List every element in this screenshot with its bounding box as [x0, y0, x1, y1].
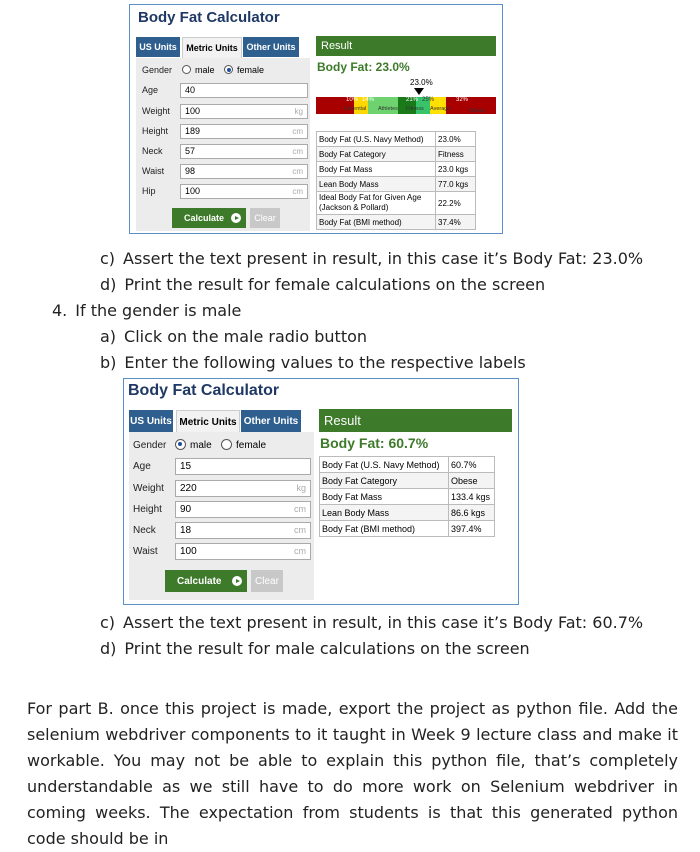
- weight-input[interactable]: [175, 480, 311, 497]
- row-value: 86.6 kgs: [449, 505, 495, 521]
- row-value: Obese: [449, 473, 495, 489]
- clear-button[interactable]: Clear: [250, 208, 280, 228]
- field-label-neck: Neck: [133, 525, 156, 536]
- neck-unit: cm: [292, 147, 303, 156]
- male-radio-label: male: [195, 65, 215, 75]
- hip-unit: cm: [292, 187, 303, 196]
- row-value: 23.0%: [436, 132, 476, 147]
- table-row: [317, 177, 476, 192]
- calculator-title: Body Fat Calculator: [138, 9, 280, 26]
- row-value: 397.4%: [449, 521, 495, 537]
- table-row: [317, 132, 476, 147]
- item-4-heading: 4. If the gender is male: [52, 301, 242, 320]
- table-row: [317, 215, 476, 230]
- result-table: [316, 131, 476, 230]
- field-label-hip: Hip: [142, 186, 156, 196]
- table-row: [320, 521, 495, 537]
- row-value: 133.4 kgs: [449, 489, 495, 505]
- row-label: Body Fat (U.S. Navy Method): [320, 457, 449, 473]
- hip-value: 100: [185, 186, 201, 196]
- result-header: Result: [316, 36, 496, 56]
- calculate-button[interactable]: [172, 208, 246, 228]
- gauge-tick: 21%: [406, 97, 419, 103]
- weight-unit: kg: [294, 107, 303, 116]
- neck-input[interactable]: [175, 522, 311, 539]
- result-body-fat: Body Fat: 60.7%: [320, 435, 429, 451]
- row-label: Body Fat Category: [320, 473, 449, 489]
- gauge-category: Athletes: [378, 106, 398, 112]
- gauge-category: Obese: [469, 108, 486, 114]
- tab-other-units[interactable]: Other Units: [243, 37, 299, 57]
- row-value: 60.7%: [449, 457, 495, 473]
- weight-value: 220: [180, 483, 197, 494]
- tab-us-units[interactable]: US Units: [136, 37, 180, 57]
- table-row: [320, 505, 495, 521]
- play-icon: [231, 213, 241, 223]
- table-row: [320, 457, 495, 473]
- table-row: [317, 162, 476, 177]
- calculator-male: [123, 378, 519, 605]
- gauge-category: Fitness: [406, 106, 424, 112]
- age-input[interactable]: [180, 83, 308, 98]
- calculator-female: [129, 4, 503, 234]
- table-row: [317, 147, 476, 162]
- step-a-male: a) Click on the male radio button: [100, 327, 368, 346]
- row-label: Lean Body Mass: [317, 177, 436, 192]
- gauge-tick: 14%: [362, 97, 375, 103]
- row-value: 22.2%: [436, 192, 476, 215]
- female-radio-label: female: [237, 65, 265, 75]
- row-label: Ideal Body Fat for Given Age (Jackson & Pollard): [317, 192, 436, 215]
- male-radio[interactable]: [182, 65, 191, 74]
- clear-button[interactable]: Clear: [251, 570, 283, 592]
- step-c-male: c) Assert the text present in result, in this case it’s Body Fat: 60.7%: [100, 613, 644, 632]
- height-unit: cm: [294, 504, 306, 514]
- age-value: 40: [185, 85, 196, 95]
- tab-other-units[interactable]: Other Units: [241, 410, 301, 432]
- field-label-waist: Waist: [133, 546, 158, 557]
- waist-unit: cm: [292, 167, 303, 176]
- calculate-label: Calculate: [184, 213, 225, 223]
- row-value: 23.0 kgs: [436, 162, 476, 177]
- result-body-fat: Body Fat: 23.0%: [317, 60, 410, 74]
- weight-input[interactable]: [180, 104, 308, 119]
- field-label-weight: Weight: [142, 106, 170, 116]
- row-label: Body Fat (BMI method): [320, 521, 449, 537]
- step-b-male: b) Enter the following values to the respective labels: [100, 353, 526, 372]
- row-value: Fitness: [436, 147, 476, 162]
- result-header: Result: [319, 409, 512, 432]
- field-label-neck: Neck: [142, 146, 163, 156]
- neck-value: 18: [180, 525, 192, 536]
- female-radio-label: female: [236, 440, 267, 451]
- field-label-weight: Weight: [133, 483, 164, 494]
- row-label: Body Fat Mass: [320, 489, 449, 505]
- gauge-tick: 32%: [456, 97, 469, 103]
- gauge-marker-label: 23.0%: [410, 78, 433, 87]
- male-radio[interactable]: [175, 439, 186, 450]
- calculate-button[interactable]: [165, 570, 247, 592]
- row-value: 77.0 kgs: [436, 177, 476, 192]
- table-row: [320, 489, 495, 505]
- field-label-age: Age: [133, 461, 151, 472]
- tab-us-units[interactable]: US Units: [129, 410, 173, 432]
- gauge-tick: 10%: [346, 97, 359, 103]
- play-icon: [232, 576, 242, 586]
- hip-input[interactable]: [180, 184, 308, 199]
- field-label-height: Height: [142, 126, 169, 136]
- field-label-waist: Waist: [142, 166, 165, 176]
- weight-unit: kg: [296, 483, 306, 493]
- weight-value: 100: [185, 106, 201, 116]
- table-row: [317, 192, 476, 215]
- calculator-title: Body Fat Calculator: [128, 382, 280, 399]
- waist-value: 98: [185, 166, 196, 176]
- step-d-male: d) Print the result for male calculations on the screen: [100, 639, 530, 658]
- tab-metric-units[interactable]: Metric Units: [176, 410, 240, 433]
- neck-unit: cm: [294, 525, 306, 535]
- row-label: Body Fat (BMI method): [317, 215, 436, 230]
- gender-label: Gender: [133, 440, 167, 451]
- calculate-label: Calculate: [177, 575, 222, 587]
- gauge-tick: 25%: [422, 97, 435, 103]
- part-b-paragraph: For part B. once this project is made, export the project as python file. Add the selenium webdriver components to it taught in Week 9 lecture class and make it workable. You may not be able to explain this python file, that’s completely understandable as we still have to do more work on Selenium webdriver in coming weeks. The expectation from students is that this generated python code should be in: [27, 699, 678, 848]
- row-label: Body Fat (U.S. Navy Method): [317, 132, 436, 147]
- table-row: [320, 473, 495, 489]
- age-input[interactable]: [175, 458, 311, 475]
- height-input[interactable]: [175, 501, 311, 518]
- tab-metric-units[interactable]: Metric Units: [182, 37, 242, 58]
- row-label: Lean Body Mass: [320, 505, 449, 521]
- field-label-age: Age: [142, 85, 159, 95]
- age-value: 15: [180, 461, 192, 472]
- female-radio[interactable]: [224, 65, 233, 74]
- step-d-female: d) Print the result for female calculations on the screen: [100, 275, 546, 294]
- body-fat-gauge: [316, 78, 496, 124]
- height-input[interactable]: [180, 124, 308, 139]
- male-radio-label: male: [190, 440, 212, 451]
- step-c-female: c) Assert the text present in result, in this case it’s Body Fat: 23.0%: [100, 249, 644, 268]
- gender-label: Gender: [142, 65, 173, 75]
- input-form: [136, 58, 310, 231]
- height-value: 189: [185, 126, 201, 136]
- input-form: [129, 432, 314, 600]
- waist-value: 100: [180, 546, 197, 557]
- gauge-marker-arrow-icon: [414, 88, 424, 95]
- height-value: 90: [180, 504, 192, 515]
- neck-input[interactable]: [180, 144, 308, 159]
- waist-input[interactable]: [180, 164, 308, 179]
- gauge-category: Essential: [344, 106, 367, 112]
- row-value: 37.4%: [436, 215, 476, 230]
- waist-unit: cm: [294, 546, 306, 556]
- waist-input[interactable]: [175, 543, 311, 560]
- row-label: Body Fat Mass: [317, 162, 436, 177]
- female-radio[interactable]: [221, 439, 232, 450]
- gauge-category: Average: [430, 106, 451, 112]
- height-unit: cm: [292, 127, 303, 136]
- neck-value: 57: [185, 146, 196, 156]
- field-label-height: Height: [133, 504, 162, 515]
- result-table: [319, 456, 495, 537]
- row-label: Body Fat Category: [317, 147, 436, 162]
